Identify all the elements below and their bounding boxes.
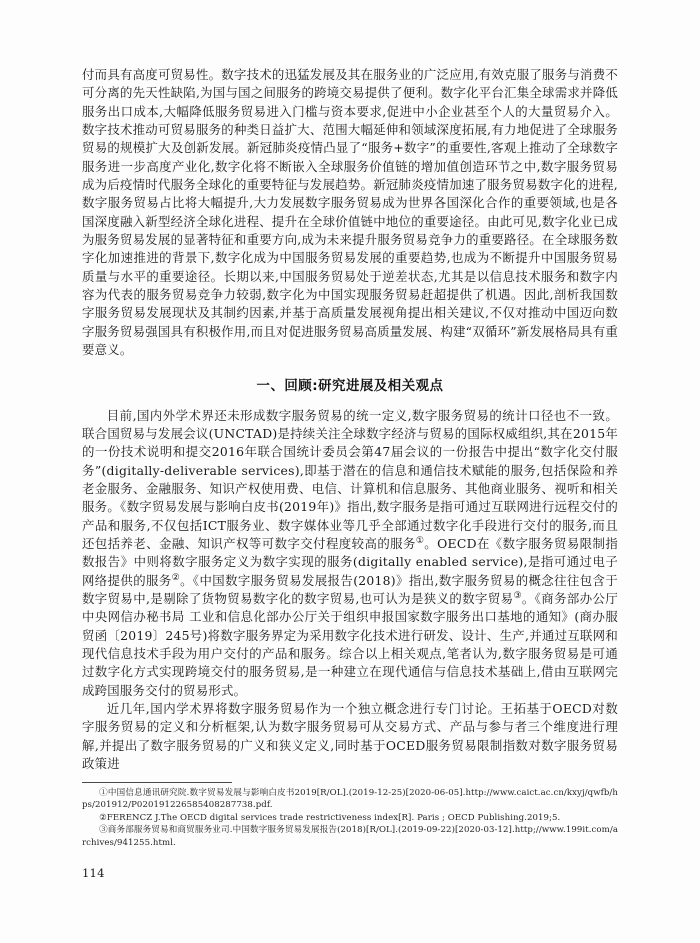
body-paragraph-1: 付而具有高度可贸易性。数字技术的迅猛发展及其在服务业的广泛应用,有效克服了服务与消费不可分离的先天性缺陷,为国与国之间服务的跨境交易提供了便利。数字化平台汇集全球需求并降低服务出口成本,大幅降低服务贸易进入门槛与资本要求,促进中小企业甚至个人的大量贸易介入。数字技术推动可贸易服务的种类日益扩大、范围大幅延伸和领域深度拓展,有力地促进了全球服务贸易的规模扩大及创新发展。新冠肺炎疫情凸显了“服务+数字”的重要性,客观上推动了全球数字服务进一步高度产业化,数字化将不断嵌入全球服务价值链的增加值创造环节之中,数字服务贸易成为后疫情时代服务全球化的重要特征与发展趋势。新冠肺炎疫情加速了服务贸易数字化的进程,数字服务贸易占比将大幅提升,大力发展数字服务贸易成为世界各国深化合作的重要领域,也是各国深度融入新型经济全球化进程、提升在全球价值链中地位的重要途径。由此可见,数字化业已成为服务贸易发展的显著特征和重要方向,成为未来提升服务贸易竞争力的重要路径。在全球服务数字化加速推进的背景下,数字化成为中国服务贸易发展的重要趋势,也成为不断提升中国服务贸易质量与水平的重要途径。长期以来,中国服务贸易处于逆差状态,尤其是以信息技术服务和数字内容为代表的服务贸易竞争力较弱,数字化为中国实现服务贸易赶超提供了机遇。因此,剖析我国数字服务贸易发展现状及其制约因素,并基于高质量发展视角提出相关建议,不仅对推动中国迈向数字服务贸易强国具有积极作用,而且对促进服务贸易高质量发展、构建“双循环”新发展格局具有重要意义。 <box>82 67 618 358</box>
paragraph-2-segment-2: 。OECD在《数字服务贸易限制指数报告》中则将数字服务定义为数字实现的服务(digitally enabled service),是指可通过电子网络提供的服务 <box>82 535 618 588</box>
page-body-content <box>82 66 618 773</box>
body-paragraph-2 <box>82 407 618 701</box>
footnote-separator-rule <box>82 782 232 783</box>
footnote-ref-3[interactable]: ③ <box>513 590 522 601</box>
footnote-item-3: ③商务部服务贸易和商贸服务业司.中国数字服务贸易发展报告(2018)[R/OL].(2019-09-22)[2020-03-12].http;//www.199it.com/archives/941255.html. <box>82 825 618 848</box>
footnote-item-1: ①中国信息通讯研究院.数字贸易发展与影响白皮书2019[R/OL].(2019-12-25)[2020-06-05].http://www.caict.ac.cn/kxyj/qwfb/hps/201912/P020191226585408287738.pdf. <box>82 788 618 811</box>
footnote-item-2: ②FERENCZ J.The OECD digital services trade restrictiveness index[R]. Paris ; OECD Publishing.2019;5. <box>99 812 561 823</box>
paragraph-2-segment-4: 。《商务部办公厅 中央网信办秘书局 工业和信息化部办公厅关于组织申报国家数字服务出口基地的通知》(商办服贸函〔2019〕245号)将数字服务界定为采用数字化技术进行研发、设计、生产,并通过互联网和现代信息技术手段为用户交付的产品和服务。综合以上相关观点,笔者认为,数字服务贸易是可通过数字化方式实现跨境交付的服务贸易,是一种建立在现代通信与信息技术基础上,借由互联网完成跨国服务交付的贸易形式。 <box>82 590 618 698</box>
footnote-ref-1[interactable]: ① <box>415 535 425 546</box>
paragraph-2-segment-1: 目前,国内外学术界还未形成数字服务贸易的统一定义,数字服务贸易的统计口径也不一致。联合国贸易与发展会议(UNCTAD)是持续关注全球数字经济与贸易的国际权威组织,其在2015年的一份技术说明和提交2016年联合国统计委员会第47届会议的一份报告中提出“数字化交付服务”(digitally-deliverable services),即基于潜在的信息和通信技术赋能的服务,包括保险和养老金服务、金融服务、知识产权使用费、电信、计算机和信息服务、其他商业服务、视听和相关服务。《数字贸易发展与影响白皮书(2019年)》指出,数字服务是指可通过互联网进行远程交付的产品和服务,不仅包括ICT服务业、数字媒体业等几乎全部通过数字化手段进行交付的服务,而且还包括养老、金融、知识产权等可数字交付程度较高的服务 <box>82 407 618 551</box>
section-heading: 一、回顾:研究进展及相关观点 <box>256 378 444 394</box>
footnote-ref-2[interactable]: ② <box>171 572 181 583</box>
page-number: 114 <box>82 866 105 880</box>
body-paragraph-3: 近几年,国内学术界将数字服务贸易作为一个独立概念进行专门讨论。王拓基于OECD对数字服务贸易的定义和分析框架,认为数字服务贸易可从交易方式、产品与参与者三个维度进行理解,并提出了数字服务贸易的广义和狭义定义,同时基于OCED服务贸易限制指数对数字服务贸易政策进 <box>82 701 618 772</box>
footnotes-section <box>82 782 618 849</box>
paragraph-2-segment-3: 。《中国数字服务贸易发展报告(2018)》指出,数字服务贸易的概念往往包含于数字贸易中,是剔除了货物贸易数字化的数字贸易,也可认为是狭义的数字贸易 <box>82 572 618 606</box>
